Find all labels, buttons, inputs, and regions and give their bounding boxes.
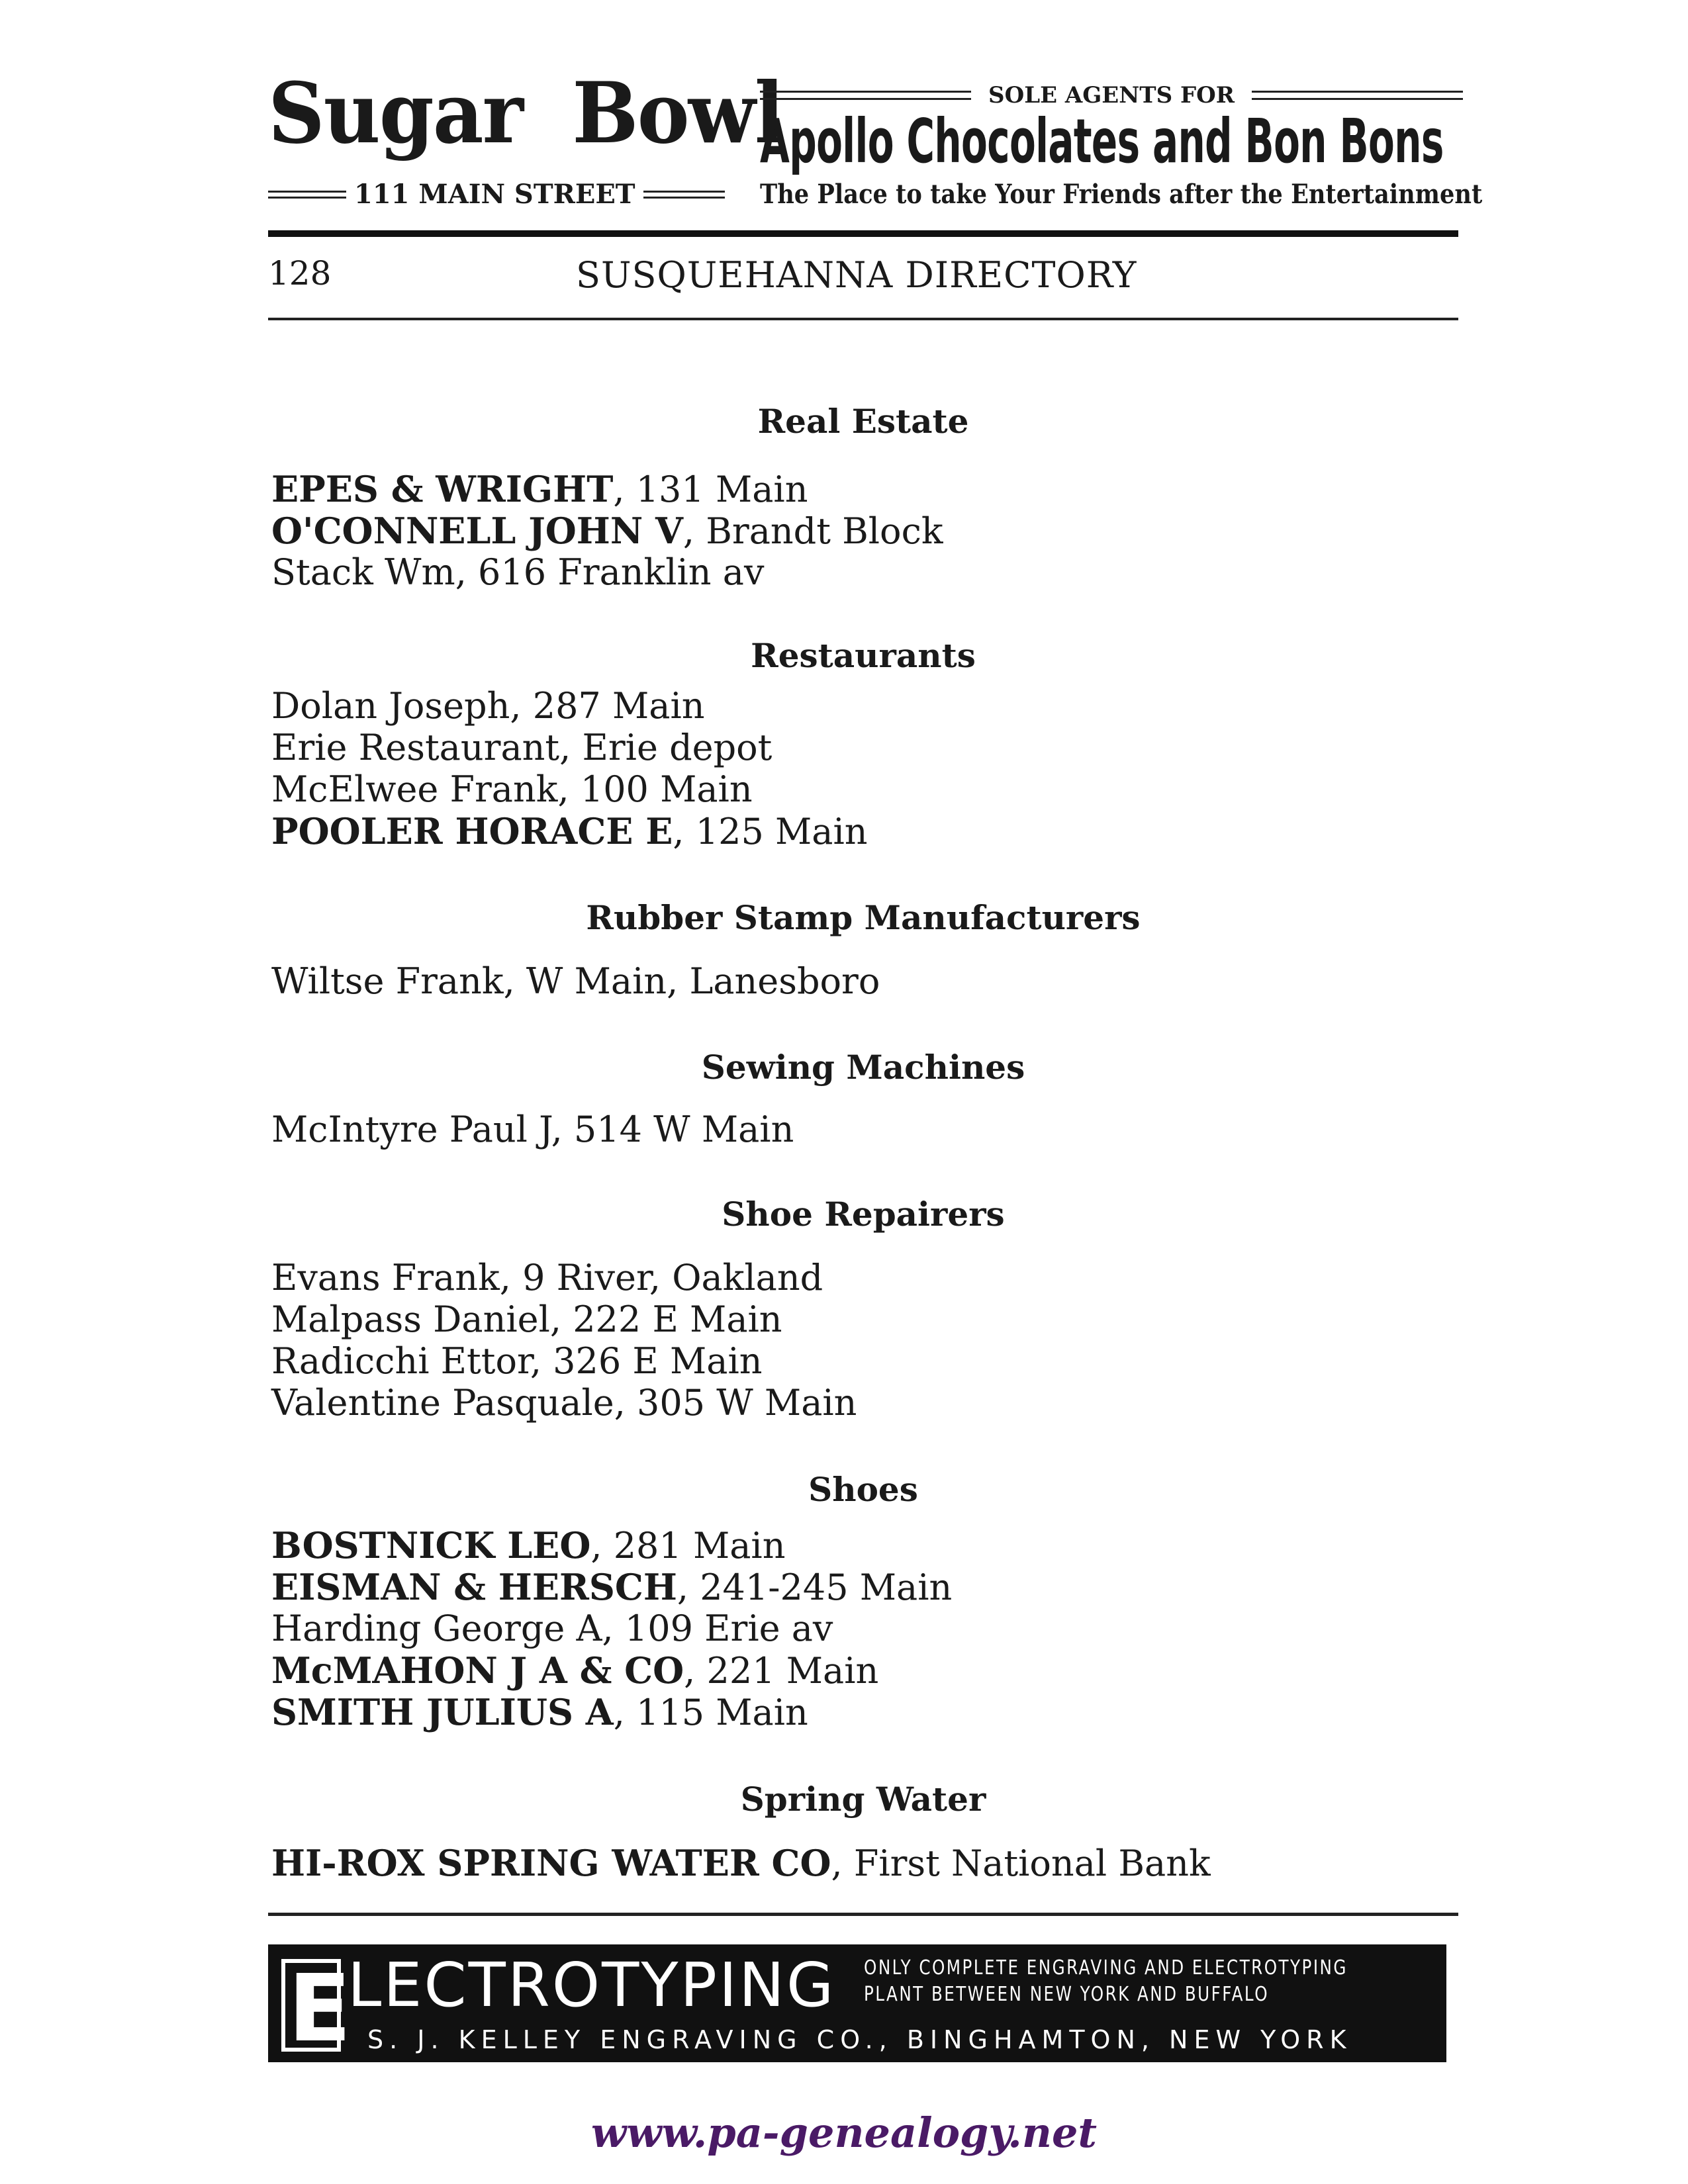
ad-tagline: The Place to take Your Friends after the Entertainment xyxy=(760,179,1483,210)
ad-address: 111 MAIN STREET xyxy=(354,179,635,210)
entry-text: Evans Frank, 9 River, Oakland xyxy=(271,1257,823,1298)
ad-agents-rule-left xyxy=(760,91,971,100)
page-number: 128 xyxy=(268,254,332,293)
entry-address: , Brandt Block xyxy=(682,510,943,552)
entry-name: POOLER HORACE E xyxy=(271,810,673,852)
entry-address: , First National Bank xyxy=(831,1843,1211,1884)
entry-text: McIntyre Paul J, 514 W Main xyxy=(271,1109,794,1150)
ad-product: Apollo Chocolates and Bon Bons xyxy=(760,106,1444,177)
section-heading: Real Estate xyxy=(757,402,969,441)
entry-text: Radicchi Ettor, 326 E Main xyxy=(271,1340,763,1382)
ad-agents-rule-right xyxy=(1252,91,1463,100)
ad-initial-letter: E xyxy=(281,1959,341,2052)
ad-address-rule-right xyxy=(643,191,725,199)
directory-entry xyxy=(271,1649,879,1692)
directory-entry xyxy=(271,1340,763,1382)
ad-headline: LECTROTYPING xyxy=(348,1950,836,2021)
header-divider xyxy=(268,318,1458,320)
directory-entry xyxy=(271,1298,782,1340)
entry-text: Valentine Pasquale, 305 W Main xyxy=(271,1382,857,1424)
ad-title-word-1: Sugar xyxy=(268,64,523,162)
entry-text: Wiltse Frank, W Main, Lanesboro xyxy=(271,960,880,1002)
entry-text: Dolan Joseph, 287 Main xyxy=(271,685,705,727)
section-heading: Shoe Repairers xyxy=(722,1195,1005,1234)
entry-address: , 281 Main xyxy=(590,1525,786,1567)
entry-name: SMITH JULIUS A xyxy=(271,1691,614,1733)
entry-text: Erie Restaurant, Erie depot xyxy=(271,727,773,768)
footer-divider xyxy=(268,1913,1458,1916)
entry-name: HI-ROX SPRING WATER CO xyxy=(271,1842,831,1884)
section-heading: Shoes xyxy=(808,1470,918,1509)
section-heading: Restaurants xyxy=(751,636,976,675)
entry-address: , 125 Main xyxy=(673,811,868,852)
directory-entry xyxy=(271,551,765,593)
directory-entry xyxy=(271,768,753,810)
ad-title-word-2: Bowl xyxy=(572,64,783,162)
running-title: SUSQUEHANNA DIRECTORY xyxy=(576,254,1137,296)
directory-entry xyxy=(271,810,868,852)
entry-name: O'CONNELL JOHN V xyxy=(271,510,683,552)
ad-line-2: PLANT BETWEEN NEW YORK AND BUFFALO xyxy=(864,1983,1270,2006)
section-heading: Sewing Machines xyxy=(701,1048,1025,1087)
ad-company-line: S. J. KELLEY ENGRAVING CO., BINGHAMTON, NEW YORK xyxy=(367,2025,1352,2054)
ad-divider xyxy=(268,230,1458,237)
entry-address: , 241-245 Main xyxy=(677,1567,953,1608)
ad-agents-label: SOLE AGENTS FOR xyxy=(988,82,1235,109)
entry-address: , 115 Main xyxy=(613,1692,808,1733)
directory-entry xyxy=(271,510,943,552)
entry-text: Stack Wm, 616 Franklin av xyxy=(271,551,765,593)
entry-name: McMAHON J A & CO xyxy=(271,1649,684,1692)
ad-line-1: ONLY COMPLETE ENGRAVING AND ELECTROTYPING xyxy=(864,1956,1348,1979)
ad-address-rule-left xyxy=(268,191,346,199)
ad-agents-row xyxy=(760,82,1463,109)
directory-entry xyxy=(271,1382,857,1424)
entry-text: McElwee Frank, 100 Main xyxy=(271,768,753,810)
directory-entry xyxy=(271,1842,1211,1884)
entry-name: EISMAN & HERSCH xyxy=(271,1566,677,1608)
directory-entry xyxy=(271,1257,823,1298)
directory-entry xyxy=(271,685,705,727)
directory-entry xyxy=(271,1524,786,1567)
directory-entry xyxy=(271,727,773,768)
entry-name: BOSTNICK LEO xyxy=(271,1524,591,1567)
entry-text: Malpass Daniel, 222 E Main xyxy=(271,1298,782,1340)
directory-entry xyxy=(271,1608,833,1649)
entry-address: , 221 Main xyxy=(684,1650,879,1692)
entry-address: , 131 Main xyxy=(613,469,808,510)
directory-entry xyxy=(271,1566,953,1608)
directory-entry xyxy=(271,960,880,1002)
entry-text: Harding George A, 109 Erie av xyxy=(271,1608,833,1649)
directory-entry xyxy=(271,1691,808,1733)
ad-sugar-bowl-title xyxy=(268,64,783,162)
directory-entry xyxy=(271,1109,794,1150)
directory-entry xyxy=(271,468,808,510)
entry-name: EPES & WRIGHT xyxy=(271,468,614,510)
ad-address-row xyxy=(268,179,725,210)
watermark-url: www.pa-genealogy.net xyxy=(590,2109,1098,2157)
section-heading: Spring Water xyxy=(740,1780,986,1819)
section-heading: Rubber Stamp Manufacturers xyxy=(586,898,1141,937)
electrotyping-ad xyxy=(268,1944,1446,2062)
